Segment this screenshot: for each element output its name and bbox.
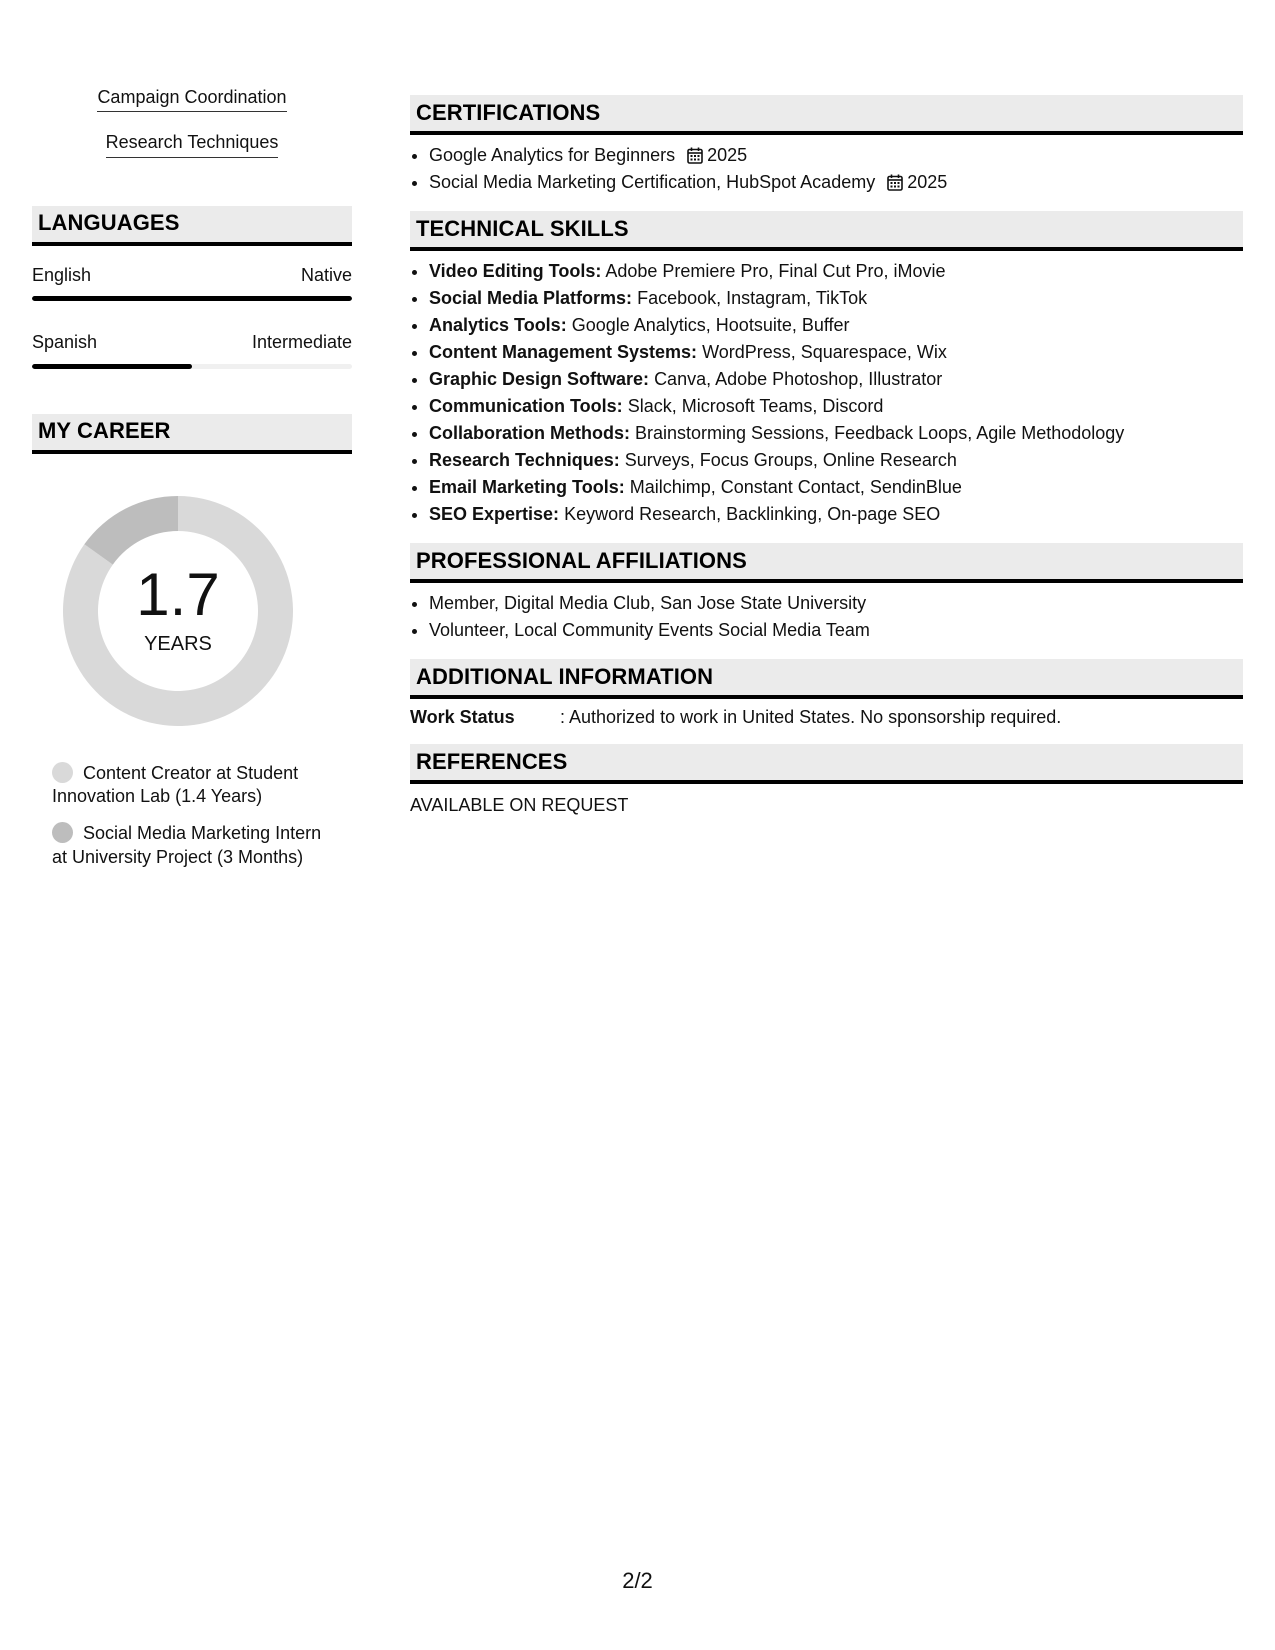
affiliations-list [410,590,1243,644]
skill-label: Communication Tools: [429,396,623,416]
left-column [32,86,352,883]
career-legend [52,762,322,870]
certifications-list [410,142,1243,196]
skill-item [429,339,1243,366]
skill-item [429,447,1243,474]
skill-value: Adobe Premiere Pro, Final Cut Pro, iMovie [605,261,946,281]
skill-label: Research Techniques: [429,450,620,470]
affiliation-item: • Volunteer, Local Community Events Social Media Team [429,617,1243,644]
skill-value: Mailchimp, Constant Contact, SendinBlue [629,477,962,497]
certification-name: Google Analytics for Beginners [429,145,676,165]
skill-label: Social Media Platforms: [429,288,633,308]
references-section [410,744,1243,817]
skill-item [429,366,1243,393]
affiliations-section [410,543,1243,644]
certification-year: 2025 [907,172,948,192]
skill-item [429,393,1243,420]
work-status-value: : Authorized to work in United States. No sponsorship required. [560,707,1062,727]
skill-value: Brainstorming Sessions, Feedback Loops, Agile Methodology [635,423,1125,443]
affiliation-item: • Member, Digital Media Club, San Jose State University [429,590,1243,617]
skill-value: Facebook, Instagram, TikTok [637,288,868,308]
language-proficiency-bar [32,364,352,369]
career-total-years: 1.7 [136,560,220,628]
language-proficiency-bar [32,296,352,301]
certifications-heading: CERTIFICATIONS [410,95,1243,135]
technical-skills-section [410,211,1243,528]
skill-item [429,474,1243,501]
career-donut-chart [63,496,293,726]
language-name: English [32,264,92,285]
technical-skills-heading: TECHNICAL SKILLS [410,211,1243,251]
skill-item [429,501,1243,528]
language-level: Intermediate [251,332,352,353]
right-column [410,95,1243,833]
language-name: Spanish [32,332,98,353]
language-proficiency-fill [32,296,352,301]
additional-info-heading: ADDITIONAL INFORMATION [410,659,1243,699]
career-heading: MY CAREER [32,414,352,454]
skill-label: Content Management Systems: [429,342,698,362]
skill-item [429,420,1243,447]
career-legend-item [52,762,322,809]
skill-value: Canva, Adobe Photoshop, Illustrator [654,369,943,389]
certifications-section [410,95,1243,196]
skill-item [429,285,1243,312]
skill-item [429,258,1243,285]
additional-info-section [410,659,1243,729]
work-status-label: Work Status [410,707,515,727]
skill-label: SEO Expertise: [429,504,560,524]
certification-item [429,142,1243,169]
languages-heading: LANGUAGES [32,206,352,246]
career-legend-label: Social Media Marketing Intern at University Project (3 Months) [52,823,322,867]
skill-link-research-techniques[interactable]: Research Techniques [106,131,279,157]
skill-value: Google Analytics, Hootsuite, Buffer [571,315,850,335]
language-item [32,264,352,301]
certification-item [429,169,1243,196]
skill-value: Surveys, Focus Groups, Online Research [624,450,957,470]
languages-list [32,264,352,369]
references-heading: REFERENCES [410,744,1243,784]
career-legend-label: Content Creator at Student Innovation Lab (1.4 Years) [52,762,299,806]
career-legend-item [52,822,322,869]
calendar-icon [887,174,903,191]
language-level: Native [300,264,352,285]
technical-skills-list [410,258,1243,528]
certification-year: 2025 [707,145,748,165]
calendar-icon [687,147,703,164]
legend-dot-icon [52,762,73,783]
language-proficiency-fill [32,364,192,369]
references-text: AVAILABLE ON REQUEST [410,795,629,816]
skill-label: Video Editing Tools: [429,261,602,281]
skill-label: Graphic Design Software: [429,369,650,389]
skill-value: Slack, Microsoft Teams, Discord [627,396,884,416]
skill-label: Collaboration Methods: [429,423,630,443]
affiliations-heading: PROFESSIONAL AFFILIATIONS [410,543,1243,583]
skill-value: WordPress, Squarespace, Wix [702,342,947,362]
skill-label: Email Marketing Tools: [429,477,625,497]
page-number: 2/2 [622,1568,653,1593]
certification-name: Social Media Marketing Certification, HubSpot Academy [429,172,876,192]
skill-links [32,86,352,158]
work-status-row [410,706,1243,729]
legend-dot-icon [52,822,73,843]
skill-label: Analytics Tools: [429,315,567,335]
skill-item [429,312,1243,339]
language-item [32,331,352,368]
skill-link-campaign-coordination[interactable]: Campaign Coordination [97,86,286,112]
career-years-label: YEARS [144,632,212,655]
skill-value: Keyword Research, Backlinking, On-page SEO [564,504,941,524]
